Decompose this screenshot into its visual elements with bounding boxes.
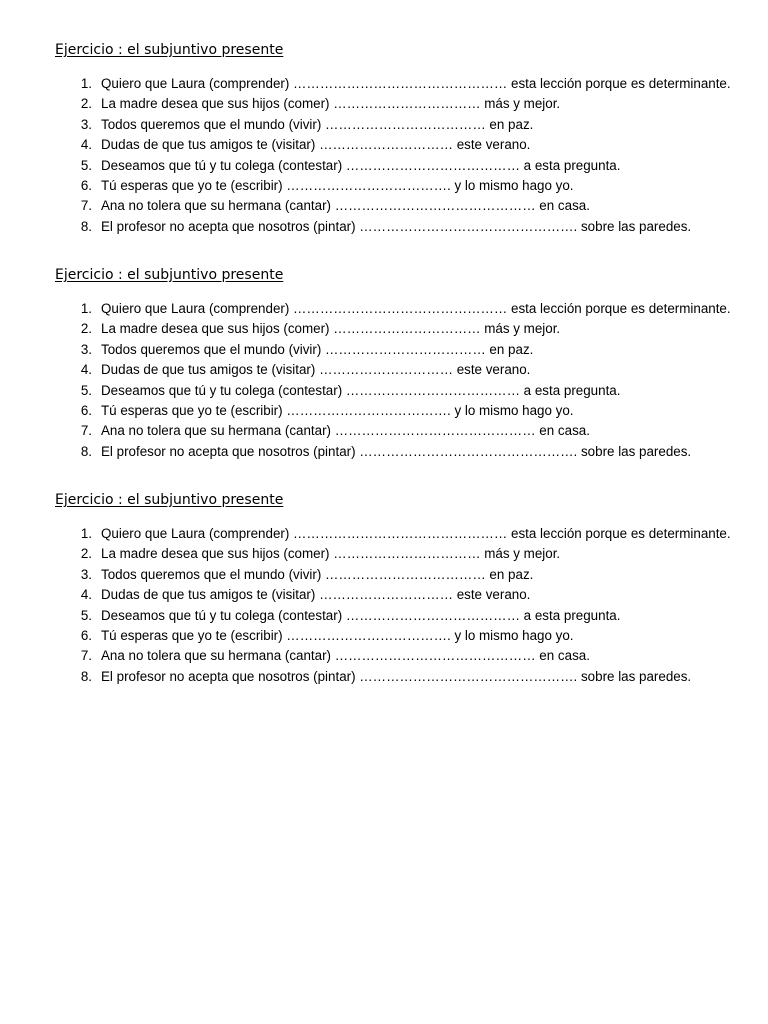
item-number: 7. <box>80 648 92 664</box>
item-number: 3. <box>80 116 92 132</box>
exercise-item <box>0 74 768 94</box>
exercise-item <box>0 115 768 135</box>
item-sentence: Quiero que Laura (comprender) ………………………………………… esta lección porque es determinante. <box>101 76 731 91</box>
item-number: 8. <box>80 218 92 234</box>
item-number: 3. <box>80 566 92 582</box>
item-sentence: La madre desea que sus hijos (comer) …………………………… más y mejor. <box>101 321 561 337</box>
item-number: 1. <box>80 76 92 91</box>
exercise-list <box>0 524 768 687</box>
item-sentence: Tú esperas que yo te (escribir) ………………………………. y lo mismo hago yo. <box>101 627 574 643</box>
item-sentence: Todos queremos que el mundo (vivir) ……………………………… en paz. <box>101 116 534 132</box>
exercise-item <box>0 585 768 605</box>
exercise-item <box>0 381 768 401</box>
item-sentence: Dudas de que tus amigos te (visitar) ………………………… este verano. <box>101 362 531 378</box>
exercise-item <box>0 401 768 421</box>
item-sentence: La madre desea que sus hijos (comer) …………………………… más y mejor. <box>101 546 561 562</box>
item-number: 7. <box>80 423 92 439</box>
item-number: 1. <box>80 526 92 541</box>
item-sentence: La madre desea que sus hijos (comer) …………………………… más y mejor. <box>101 96 561 112</box>
exercise-item <box>0 135 768 155</box>
exercise-item <box>0 360 768 380</box>
item-number: 8. <box>80 443 92 459</box>
item-number: 5. <box>80 157 92 173</box>
item-sentence: Tú esperas que yo te (escribir) ………………………………. y lo mismo hago yo. <box>101 177 574 193</box>
item-number: 3. <box>80 341 92 357</box>
exercise-item <box>0 606 768 626</box>
item-number: 6. <box>80 177 92 193</box>
exercise-list <box>0 74 768 237</box>
item-number: 1. <box>80 301 92 316</box>
item-number: 6. <box>80 402 92 418</box>
exercise-item <box>0 442 768 462</box>
item-number: 4. <box>80 362 92 378</box>
item-sentence: Tú esperas que yo te (escribir) ………………………………. y lo mismo hago yo. <box>101 402 574 418</box>
exercise-item <box>0 196 768 216</box>
item-number: 7. <box>80 198 92 214</box>
item-sentence: Todos queremos que el mundo (vivir) ……………………………… en paz. <box>101 341 534 357</box>
item-number: 4. <box>80 587 92 603</box>
exercise-item <box>0 156 768 176</box>
item-number: 8. <box>80 668 92 684</box>
exercise-item <box>0 319 768 339</box>
exercise-item <box>0 340 768 360</box>
item-sentence: Quiero que Laura (comprender) ………………………………………… esta lección porque es determinante. <box>101 526 731 541</box>
exercise-item <box>0 94 768 114</box>
item-number: 5. <box>80 607 92 623</box>
exercise-item <box>0 421 768 441</box>
item-number: 6. <box>80 627 92 643</box>
exercise-title: Ejercicio : el subjuntivo presente <box>55 492 284 508</box>
item-number: 2. <box>80 546 92 562</box>
item-sentence: Deseamos que tú y tu colega (contestar) ………………………………… a esta pregunta. <box>101 382 621 398</box>
item-sentence: Ana no tolera que su hermana (cantar) ……………………………………… en casa. <box>101 198 590 214</box>
item-sentence: Ana no tolera que su hermana (cantar) ……………………………………… en casa. <box>101 423 590 439</box>
exercise-item <box>0 667 768 687</box>
item-sentence: Dudas de que tus amigos te (visitar) ………………………… este verano. <box>101 587 531 603</box>
exercise-list <box>0 299 768 462</box>
item-number: 5. <box>80 382 92 398</box>
exercise-item <box>0 524 768 544</box>
item-sentence: Deseamos que tú y tu colega (contestar) ………………………………… a esta pregunta. <box>101 607 621 623</box>
exercise-item <box>0 176 768 196</box>
exercise-item <box>0 299 768 319</box>
item-number: 4. <box>80 137 92 153</box>
item-sentence: Todos queremos que el mundo (vivir) ……………………………… en paz. <box>101 566 534 582</box>
exercise-title: Ejercicio : el subjuntivo presente <box>55 267 284 283</box>
item-sentence: El profesor no acepta que nosotros (pintar) …………………………………………. sobre las paredes. <box>101 668 692 684</box>
exercise-item <box>0 565 768 585</box>
exercise-title: Ejercicio : el subjuntivo presente <box>55 42 284 58</box>
item-sentence: Ana no tolera que su hermana (cantar) ……………………………………… en casa. <box>101 648 590 664</box>
item-number: 2. <box>80 321 92 337</box>
exercise-item <box>0 217 768 237</box>
item-sentence: Quiero que Laura (comprender) ………………………………………… esta lección porque es determinante. <box>101 301 731 316</box>
item-sentence: El profesor no acepta que nosotros (pintar) …………………………………………. sobre las paredes. <box>101 218 692 234</box>
item-sentence: Dudas de que tus amigos te (visitar) ………………………… este verano. <box>101 137 531 153</box>
exercise-item <box>0 626 768 646</box>
item-sentence: Deseamos que tú y tu colega (contestar) ………………………………… a esta pregunta. <box>101 157 621 173</box>
exercise-item <box>0 646 768 666</box>
item-number: 2. <box>80 96 92 112</box>
exercise-item <box>0 544 768 564</box>
item-sentence: El profesor no acepta que nosotros (pintar) …………………………………………. sobre las paredes. <box>101 443 692 459</box>
